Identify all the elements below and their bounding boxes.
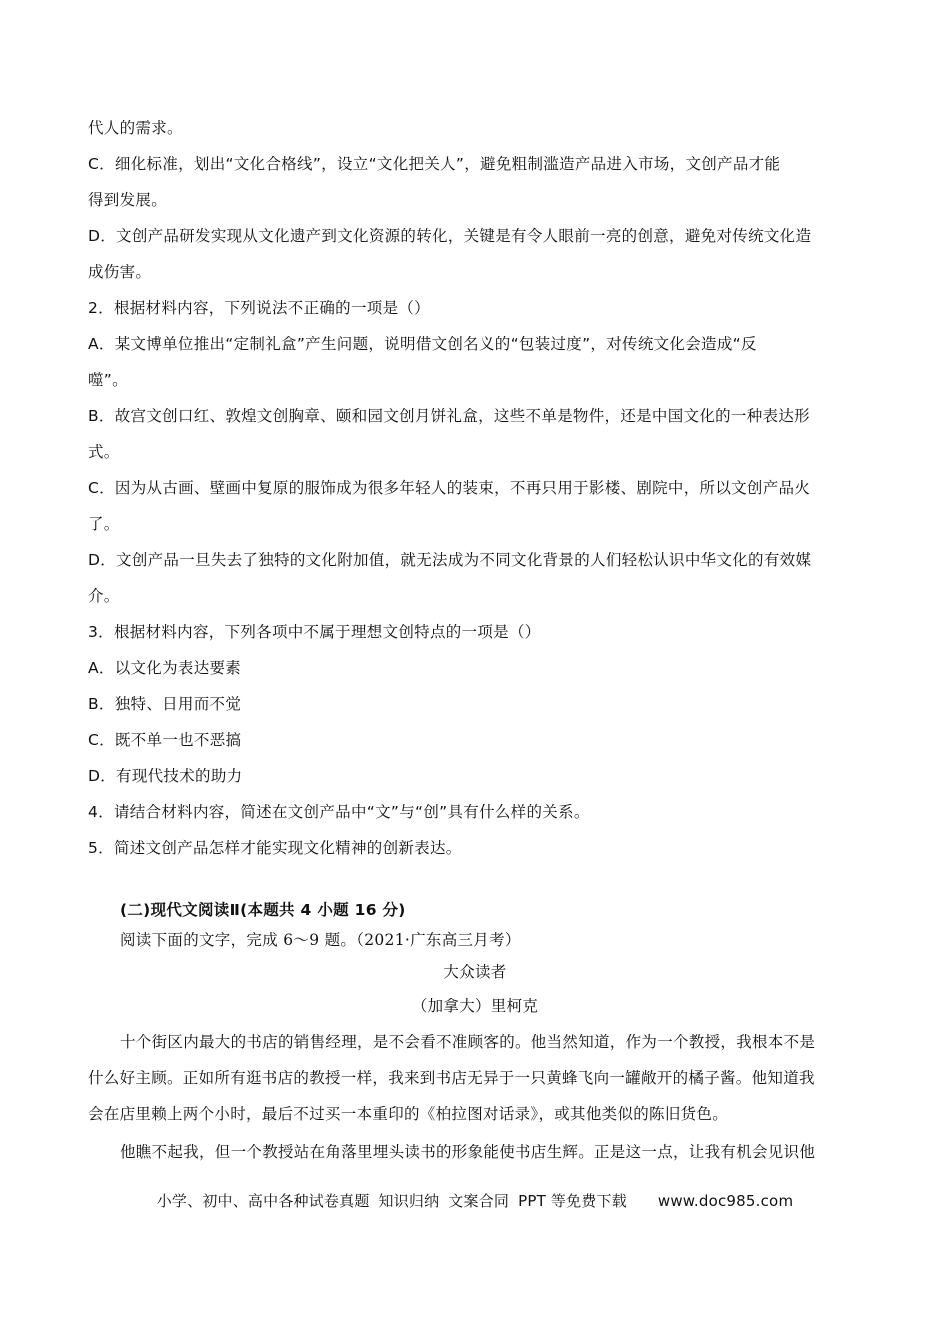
q2-option-b-line1: B．故宫文创口红、敦煌文创胸章、颐和园文创月饼礼盒，这些不单是物件，还是中国文化的一种表达形 xyxy=(88,407,810,425)
page-footer xyxy=(0,1190,950,1211)
q1-option-d-line1: D．文创产品研发实现从文化遗产到文化资源的转化，关键是有令人眼前一亮的创意，避免对传统文化造 xyxy=(88,227,812,245)
footer-text-download: PPT 等免费下载 xyxy=(518,1192,627,1210)
q2-stem: 2．根据材料内容，下列说法不正确的一项是（） xyxy=(88,299,430,317)
q3-stem: 3．根据材料内容，下列各项中不属于理想文创特点的一项是（） xyxy=(88,623,541,641)
q4-stem: 4．请结合材料内容，简述在文创产品中“文”与“创”具有什么样的关系。 xyxy=(88,803,590,821)
article-author: （加拿大）里柯克 xyxy=(411,997,539,1015)
q3-option-c: C．既不单一也不恶搞 xyxy=(88,731,242,749)
article-title: 大众读者 xyxy=(443,963,507,981)
q3-option-b: B．独特、日用而不觉 xyxy=(88,695,242,713)
paragraph-1-line1: 十个街区内最大的书店的销售经理，是不会看不准顾客的。他当然知道，作为一个教授，我根本不是 xyxy=(120,1033,816,1051)
q2-option-c-line1: C．因为从古画、壁画中复原的服饰成为很多年轻人的装束，不再只用于影楼、剧院中，所以文创产品火 xyxy=(88,479,811,497)
q5-stem: 5．简述文创产品怎样才能实现文化精神的创新表达。 xyxy=(88,839,462,857)
q2-option-a-line2: 噬”。 xyxy=(88,371,128,389)
q3-option-a: A．以文化为表达要素 xyxy=(88,659,242,677)
q2-option-b-line2: 式。 xyxy=(88,443,120,461)
q3-option-d: D．有现代技术的助力 xyxy=(88,767,243,785)
q1-option-d-line2: 成伤害。 xyxy=(88,263,152,281)
q2-option-a-line1: A．某文博单位推出“定制礼盒”产生问题，说明借文创名义的“包装过度”，对传统文化会造成“反 xyxy=(88,335,757,353)
q2-option-d-line1: D．文创产品一旦失去了独特的文化附加值，就无法成为不同文化背景的人们轻松认识中华文化的有效媒 xyxy=(88,551,812,569)
section-instruction: 阅读下面的文字，完成 6～9 题。（2021·广东高三月考） xyxy=(120,931,521,949)
q2-option-d-line2: 介。 xyxy=(88,587,120,605)
footer-text-contracts: 文案合同 xyxy=(448,1192,510,1210)
footer-text-papers: 小学、初中、高中各种试卷真题 xyxy=(156,1192,370,1210)
q1-option-c-line1: C．细化标准，划出“文化合格线”，设立“文化把关人”，避免粗制滥造产品进入市场，文创产品才能 xyxy=(88,155,781,173)
footer-url-link[interactable]: www.doc985.com xyxy=(657,1192,794,1210)
paragraph-2-line1: 他瞧不起我，但一个教授站在角落里埋头读书的形象能使书店生辉。正是这一点，让我有机会见识他 xyxy=(120,1143,816,1161)
section-heading: (二)现代文阅读Ⅱ(本题共 4 小题 16 分) xyxy=(120,901,406,919)
q1-option-b-tail: 代人的需求。 xyxy=(88,119,183,137)
footer-text-knowledge: 知识归纳 xyxy=(378,1192,440,1210)
q2-option-c-line2: 了。 xyxy=(88,515,120,533)
paragraph-1-line3: 会在店里赖上两个小时，最后不过买一本重印的《柏拉图对话录》，或其他类似的陈旧货色。 xyxy=(88,1105,729,1123)
paragraph-1-line2: 什么好主顾。正如所有逛书店的教授一样，我来到书店无异于一只黄蜂飞向一罐敞开的橘子酱。他知道我 xyxy=(88,1069,815,1087)
q1-option-c-line2: 得到发展。 xyxy=(88,191,168,209)
